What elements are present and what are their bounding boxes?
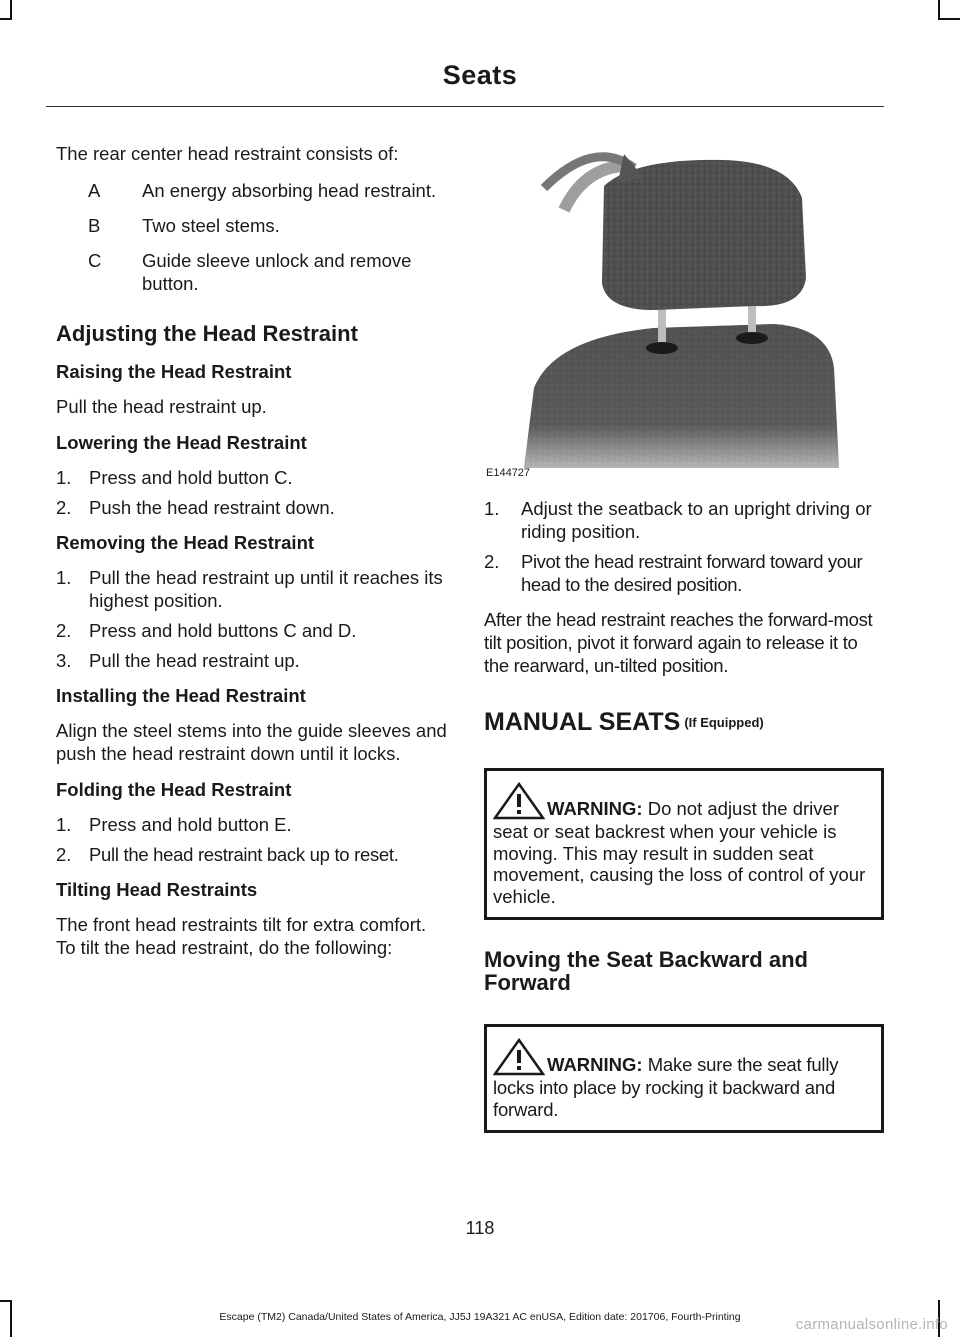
step-text: Pivot the head restraint forward toward your head to the desired position.	[521, 551, 863, 595]
left-column	[56, 142, 448, 972]
head-restraint-illustration	[484, 138, 884, 483]
list-item	[484, 497, 884, 543]
warning-box	[484, 1024, 884, 1133]
intro-text: The rear center head restraint consists of:	[56, 143, 399, 164]
list-item	[56, 813, 448, 836]
warning-label: WARNING:	[547, 1054, 643, 1075]
section-heading	[484, 707, 884, 738]
footer-text: Escape (TM2) Canada/United States of America, JJ5J 19A321 AC enUSA, Edition date: 201706, Fourth-Printing	[219, 1311, 741, 1323]
step-number: 2.	[56, 844, 72, 865]
body-text: Pull the head restraint up.	[56, 396, 267, 417]
body-text: Align the steel stems into the guide sleeves and push the head restraint down until it locks.	[56, 720, 447, 764]
warning-text: Do not adjust the driver seat or seat backrest when your vehicle is moving. This may result in sudden seat movement, causing the loss of control of your vehicle.	[493, 798, 866, 907]
list-item	[56, 619, 448, 642]
header-divider	[46, 106, 884, 107]
warning-triangle-icon	[493, 1037, 545, 1077]
list-item	[56, 566, 448, 612]
list-item	[56, 179, 448, 202]
subsection-heading: Installing the Head Restraint	[56, 685, 306, 706]
step-text: Press and hold buttons C and D.	[89, 620, 357, 641]
crop-mark	[938, 0, 940, 18]
step-number: 2.	[484, 551, 500, 572]
page-number: 118	[465, 1218, 495, 1238]
list-item	[56, 249, 448, 295]
crop-mark	[0, 18, 12, 20]
steps-list	[484, 497, 884, 596]
section-heading: Adjusting the Head Restraint	[56, 321, 358, 346]
watermark: carmanualsonline.info	[795, 1316, 948, 1333]
warning-box	[484, 768, 884, 920]
head-restraint-image	[484, 138, 884, 468]
crop-mark	[0, 1300, 12, 1302]
section-heading: Moving the Seat Backward and Forward	[484, 947, 808, 995]
right-column	[484, 142, 884, 1161]
steps-list	[56, 813, 448, 866]
parts-list	[56, 179, 448, 295]
step-text: Pull the head restraint up until it reaches its highest position.	[89, 567, 443, 611]
step-number: 2.	[56, 497, 72, 518]
body-text: The front head restraints tilt for extra comfort. To tilt the head restraint, do the following:	[56, 914, 427, 958]
part-key: B	[88, 215, 101, 236]
step-text: Adjust the seatback to an upright driving or riding position.	[521, 498, 872, 542]
crop-mark	[10, 0, 12, 18]
step-text: Pull the head restraint up.	[89, 650, 300, 671]
figure-id: E144727	[486, 467, 531, 479]
subsection-heading: Folding the Head Restraint	[56, 779, 292, 800]
manual-seats-heading: MANUAL SEATS	[484, 708, 681, 736]
part-text: Guide sleeve unlock and remove button.	[142, 250, 412, 294]
step-text: Press and hold button E.	[89, 814, 292, 835]
step-text: Push the head restraint down.	[89, 497, 335, 518]
step-text: Press and hold button C.	[89, 467, 293, 488]
warning-triangle-icon	[493, 781, 545, 821]
list-item	[56, 214, 448, 237]
steps-list	[56, 466, 448, 519]
warning-label: WARNING:	[547, 798, 643, 819]
step-number: 3.	[56, 650, 72, 671]
list-item	[56, 466, 448, 489]
step-number: 1.	[56, 814, 72, 835]
list-item	[484, 550, 884, 596]
step-number: 1.	[56, 567, 72, 588]
step-number: 1.	[484, 498, 500, 519]
list-item	[56, 649, 448, 672]
list-item	[56, 496, 448, 519]
part-text: An energy absorbing head restraint.	[142, 180, 437, 201]
page-title: Seats	[442, 60, 518, 90]
body-text: After the head restraint reaches the forward-most tilt position, pivot it forward again to release it to the rearward, un-tilted position.	[484, 609, 873, 676]
part-text: Two steel stems.	[142, 215, 280, 236]
if-equipped-label: (If Equipped)	[684, 715, 764, 730]
subsection-heading: Raising the Head Restraint	[56, 361, 292, 382]
steps-list	[56, 566, 448, 672]
step-number: 2.	[56, 620, 72, 641]
subsection-heading: Lowering the Head Restraint	[56, 432, 307, 453]
crop-mark	[938, 18, 960, 20]
part-key: A	[88, 180, 101, 201]
warning-text: Make sure the seat fully locks into place by rocking it backward and forward.	[493, 1054, 839, 1120]
list-item	[56, 843, 448, 866]
part-key: C	[88, 250, 102, 271]
subsection-heading: Removing the Head Restraint	[56, 532, 315, 553]
step-number: 1.	[56, 467, 72, 488]
step-text: Pull the head restraint back up to reset.	[89, 844, 399, 865]
subsection-heading: Tilting Head Restraints	[56, 879, 258, 900]
